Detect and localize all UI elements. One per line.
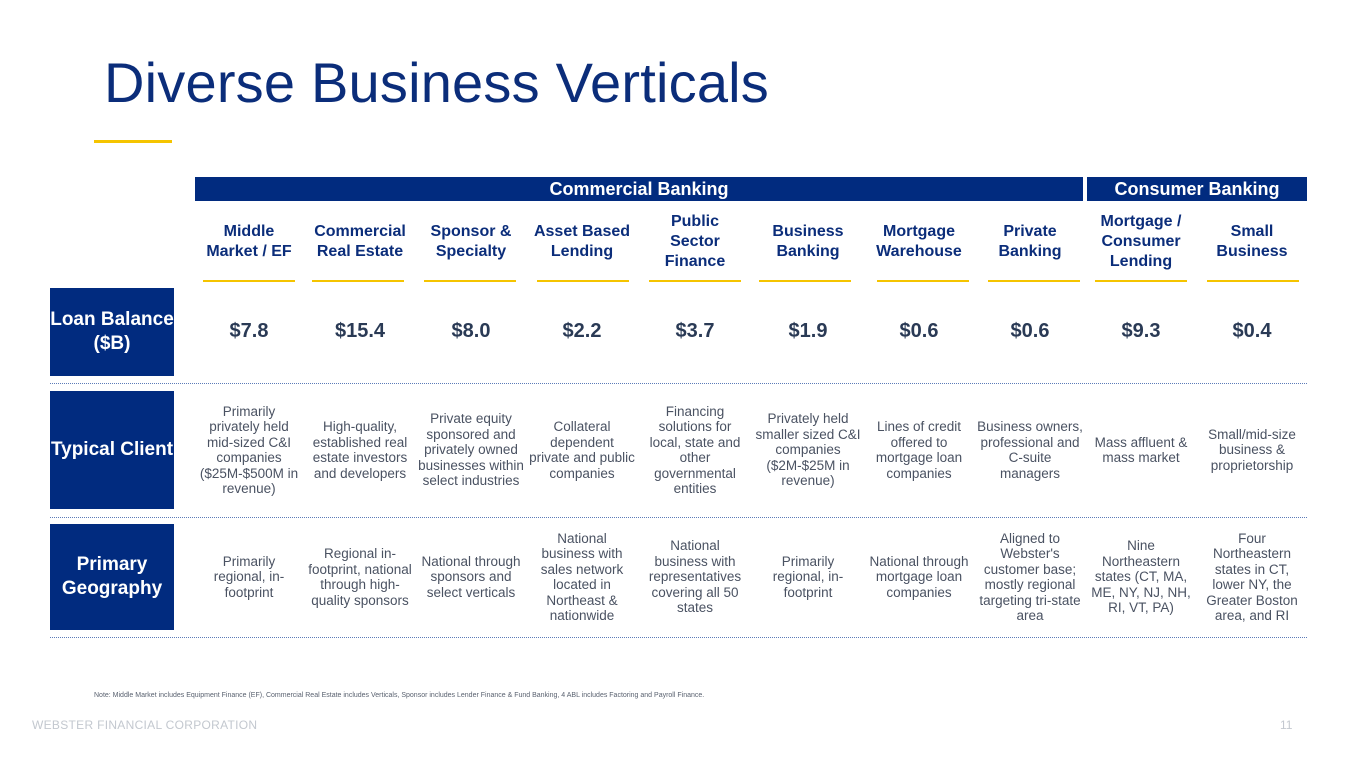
column-header: Business Banking bbox=[772, 223, 844, 260]
loan-balance-value: $0.6 bbox=[1010, 320, 1050, 342]
loan-balance-value: $0.6 bbox=[899, 320, 939, 342]
header-underline bbox=[649, 280, 741, 282]
header-underline bbox=[537, 280, 629, 282]
header-underline bbox=[203, 280, 295, 282]
page-number: 11 bbox=[1280, 718, 1293, 732]
column-header: Sponsor & Specialty bbox=[430, 223, 512, 260]
column-header: Asset Based Lending bbox=[533, 223, 631, 260]
row-divider bbox=[50, 517, 1307, 518]
primary-geography-cell: National through mortgage loan companies bbox=[869, 553, 969, 600]
column-header: Middle Market / EF bbox=[206, 223, 292, 260]
header-underline bbox=[1207, 280, 1299, 282]
column-header: Mortgage Warehouse bbox=[876, 223, 962, 260]
row-label-loan-balance: Loan Balance ($B) bbox=[50, 288, 174, 376]
primary-geography-cell: Primarily regional, in-footprint bbox=[213, 553, 285, 600]
loan-balance-value: $2.2 bbox=[562, 320, 602, 342]
typical-client-cell: Lines of credit offered to mortgage loan companies bbox=[875, 419, 963, 481]
column-header: Small Business bbox=[1216, 223, 1288, 260]
typical-client-cell: Private equity sponsored and privately owned businesses within select industries bbox=[418, 411, 524, 489]
header-underline bbox=[312, 280, 404, 282]
typical-client-cell: Business owners, professional and C-suite managers bbox=[977, 419, 1083, 481]
column-header: Private Banking bbox=[998, 223, 1062, 260]
loan-balance-value: $8.0 bbox=[451, 320, 491, 342]
commercial-banking-band: Commercial Banking bbox=[195, 177, 1083, 201]
loan-balance-value: $7.8 bbox=[229, 320, 269, 342]
row-label-typical-client: Typical Client bbox=[50, 391, 174, 509]
header-underline bbox=[759, 280, 851, 282]
footer-company-name: WEBSTER FINANCIAL CORPORATION bbox=[32, 718, 258, 732]
loan-balance-value: $1.9 bbox=[788, 320, 828, 342]
column-header: Commercial Real Estate bbox=[314, 223, 406, 260]
consumer-banking-band: Consumer Banking bbox=[1087, 177, 1307, 201]
row-label-primary-geography: Primary Geography bbox=[50, 524, 174, 630]
typical-client-cell: Small/mid-size business & proprietorship bbox=[1208, 426, 1296, 473]
loan-balance-value: $3.7 bbox=[675, 320, 715, 342]
typical-client-cell: Primarily privately held mid-sized C&I companies ($25M-$500M in revenue) bbox=[199, 403, 299, 496]
primary-geography-cell: Aligned to Webster's customer base; mostly regional targeting tri-state area bbox=[979, 530, 1081, 623]
typical-client-cell: Mass affluent & mass market bbox=[1094, 434, 1188, 465]
header-underline bbox=[424, 280, 516, 282]
header-underline bbox=[877, 280, 969, 282]
row-divider bbox=[50, 637, 1307, 638]
row-divider bbox=[50, 383, 1307, 384]
typical-client-cell: High-quality, established real estate investors and developers bbox=[312, 419, 408, 481]
column-header: Mortgage / Consumer Lending bbox=[1100, 213, 1182, 270]
header-underline bbox=[1095, 280, 1187, 282]
primary-geography-cell: National business with representatives covering all 50 states bbox=[648, 538, 742, 616]
primary-geography-cell: National through sponsors and select verticals bbox=[421, 553, 521, 600]
primary-geography-cell: Four Northeastern states in CT, lower NY, the Greater Boston area, and RI bbox=[1206, 530, 1298, 623]
primary-geography-cell: Regional in-footprint, national through high-quality sponsors bbox=[308, 546, 412, 608]
primary-geography-cell: Nine Northeastern states (CT, MA, ME, NY, NJ, NH, RI, VT, PA) bbox=[1091, 538, 1191, 616]
column-header: Public Sector Finance bbox=[664, 213, 726, 270]
typical-client-cell: Financing solutions for local, state and other governmental entities bbox=[649, 403, 741, 496]
loan-balance-value: $0.4 bbox=[1232, 320, 1272, 342]
typical-client-cell: Collateral dependent private and public companies bbox=[529, 419, 635, 481]
footnote: Note: Middle Market includes Equipment Finance (EF), Commercial Real Estate includes Verticals, Sponsor includes Lender Finance & Fund Banking, 4 ABL includes Factoring and Payroll Finance. bbox=[94, 692, 705, 699]
loan-balance-value: $9.3 bbox=[1121, 320, 1161, 342]
loan-balance-value: $15.4 bbox=[334, 320, 386, 342]
page-title: Diverse Business Verticals bbox=[104, 51, 770, 114]
title-accent-bar bbox=[94, 140, 172, 143]
typical-client-cell: Privately held smaller sized C&I companies ($2M-$25M in revenue) bbox=[755, 411, 861, 489]
header-underline bbox=[988, 280, 1080, 282]
primary-geography-cell: National business with sales network located in Northeast & nationwide bbox=[540, 530, 624, 623]
primary-geography-cell: Primarily regional, in-footprint bbox=[772, 553, 844, 600]
